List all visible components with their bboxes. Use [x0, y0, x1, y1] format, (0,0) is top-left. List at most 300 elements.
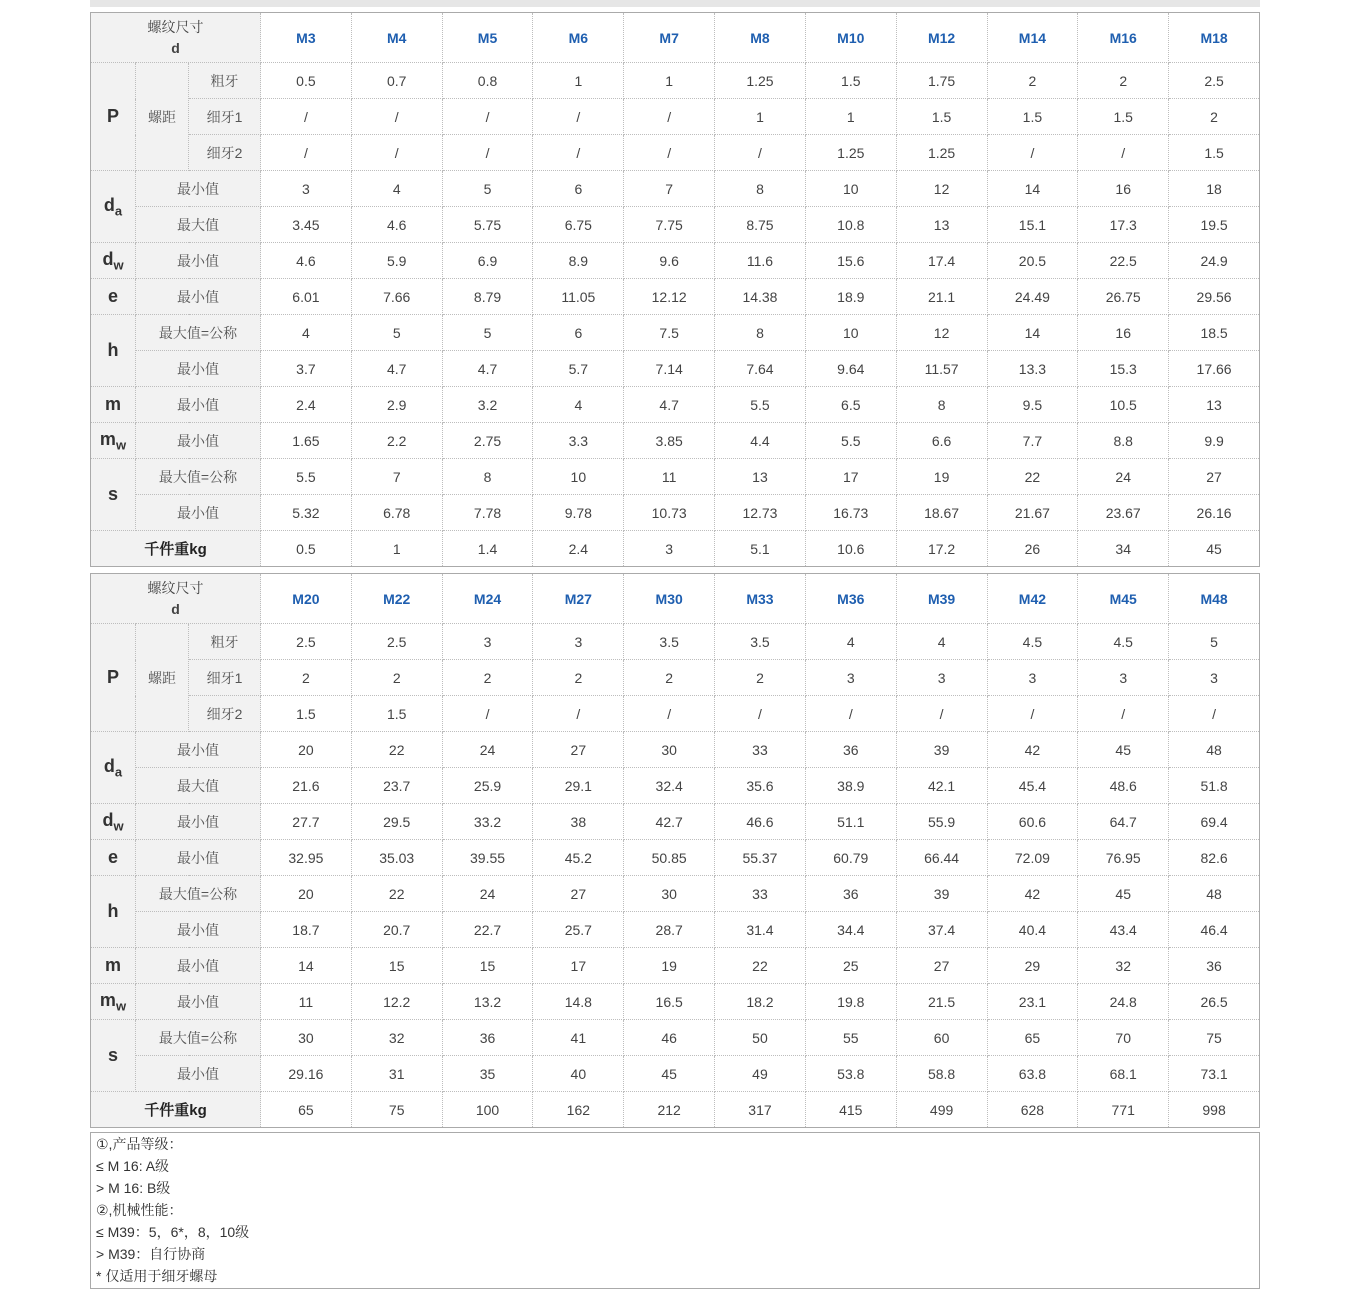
value-cell: 12.12: [624, 279, 715, 315]
value-cell: 1: [715, 99, 806, 135]
min-label: 最小值: [136, 243, 261, 279]
value-cell: 4.7: [624, 387, 715, 423]
value-cell: 2.5: [261, 624, 352, 660]
value-cell: 32: [351, 1020, 442, 1056]
thread-size-label: 螺纹尺寸: [147, 579, 204, 596]
value-cell: 31.4: [715, 912, 806, 948]
value-cell: 39: [896, 876, 987, 912]
value-cell: 39: [896, 732, 987, 768]
value-cell: 33.2: [442, 804, 533, 840]
max-nominal-label: 最大值=公称: [136, 876, 261, 912]
top-bar: [90, 0, 1260, 7]
symbol-text: s: [107, 484, 118, 504]
value-cell: 46: [624, 1020, 715, 1056]
table-row: [91, 1092, 1260, 1128]
value-cell: 55.9: [896, 804, 987, 840]
value-cell: 63.8: [987, 1056, 1078, 1092]
value-cell: 9.6: [624, 243, 715, 279]
value-cell: 12.2: [351, 984, 442, 1020]
value-cell: 36: [805, 876, 896, 912]
size-header: M4: [351, 13, 442, 63]
value-cell: 4: [533, 387, 624, 423]
value-cell: 42: [987, 876, 1078, 912]
mw-symbol: [91, 984, 136, 1020]
size-header: M5: [442, 13, 533, 63]
value-cell: 3: [1078, 660, 1169, 696]
value-cell: 36: [1169, 948, 1260, 984]
value-cell: 8.79: [442, 279, 533, 315]
value-cell: 8.75: [715, 207, 806, 243]
value-cell: 24: [1078, 459, 1169, 495]
value-cell: 415: [805, 1092, 896, 1128]
value-cell: 7.64: [715, 351, 806, 387]
value-cell: 23.67: [1078, 495, 1169, 531]
value-cell: 9.78: [533, 495, 624, 531]
size-header: M7: [624, 13, 715, 63]
size-header: M24: [442, 574, 533, 624]
value-cell: 7.7: [987, 423, 1078, 459]
value-cell: /: [896, 696, 987, 732]
value-cell: 2.4: [533, 531, 624, 567]
coarse-label: 粗牙: [189, 63, 261, 99]
value-cell: 4: [896, 624, 987, 660]
value-cell: 2: [987, 63, 1078, 99]
value-cell: 10.8: [805, 207, 896, 243]
size-header: M8: [715, 13, 806, 63]
symbol-subscript: w: [115, 998, 127, 1014]
value-cell: 22: [351, 876, 442, 912]
value-cell: 14.8: [533, 984, 624, 1020]
value-cell: 13: [1169, 387, 1260, 423]
min-label: 最小值: [136, 984, 261, 1020]
value-cell: 11.6: [715, 243, 806, 279]
value-cell: 2: [1169, 99, 1260, 135]
value-cell: 11: [624, 459, 715, 495]
value-cell: 13.3: [987, 351, 1078, 387]
symbol-text: d: [102, 809, 114, 830]
value-cell: 17.2: [896, 531, 987, 567]
value-cell: 16.73: [805, 495, 896, 531]
value-cell: 40.4: [987, 912, 1078, 948]
value-cell: 19.5: [1169, 207, 1260, 243]
value-cell: 5.32: [261, 495, 352, 531]
value-cell: 29.56: [1169, 279, 1260, 315]
value-cell: 3.3: [533, 423, 624, 459]
size-header: M33: [715, 574, 806, 624]
value-cell: 64.7: [1078, 804, 1169, 840]
symbol-text: m: [104, 955, 121, 975]
value-cell: 21.5: [896, 984, 987, 1020]
value-cell: 1.25: [805, 135, 896, 171]
value-cell: 60: [896, 1020, 987, 1056]
value-cell: 73.1: [1169, 1056, 1260, 1092]
value-cell: 8.9: [533, 243, 624, 279]
value-cell: 7.78: [442, 495, 533, 531]
value-cell: 32.95: [261, 840, 352, 876]
value-cell: /: [261, 99, 352, 135]
value-cell: 13: [896, 207, 987, 243]
value-cell: 20: [261, 876, 352, 912]
value-cell: 15.3: [1078, 351, 1169, 387]
value-cell: 55: [805, 1020, 896, 1056]
value-cell: 65: [261, 1092, 352, 1128]
thread-size-symbol: d: [171, 39, 180, 56]
symbol-text: e: [107, 286, 118, 306]
value-cell: 1.5: [805, 63, 896, 99]
value-cell: 3.5: [624, 624, 715, 660]
table-row: [91, 732, 1260, 768]
value-cell: 5.5: [715, 387, 806, 423]
header-row: [91, 13, 1260, 63]
value-cell: 499: [896, 1092, 987, 1128]
value-cell: 35: [442, 1056, 533, 1092]
value-cell: 82.6: [1169, 840, 1260, 876]
value-cell: 15.6: [805, 243, 896, 279]
symbol-text: d: [103, 194, 115, 215]
symbol-text: d: [103, 755, 115, 776]
value-cell: 23.7: [351, 768, 442, 804]
value-cell: 6.78: [351, 495, 442, 531]
value-cell: 2.5: [1169, 63, 1260, 99]
value-cell: /: [715, 135, 806, 171]
p-symbol: [91, 63, 136, 171]
value-cell: 41: [533, 1020, 624, 1056]
min-label: 最小值: [136, 804, 261, 840]
value-cell: 46.6: [715, 804, 806, 840]
value-cell: 2: [624, 660, 715, 696]
value-cell: 3.45: [261, 207, 352, 243]
value-cell: 7: [624, 171, 715, 207]
value-cell: 37.4: [896, 912, 987, 948]
value-cell: 29.16: [261, 1056, 352, 1092]
value-cell: 3.85: [624, 423, 715, 459]
symbol-text: P: [106, 106, 119, 126]
symbol-text: d: [102, 248, 114, 269]
value-cell: 212: [624, 1092, 715, 1128]
min-label: 最小值: [136, 387, 261, 423]
value-cell: 34: [1078, 531, 1169, 567]
size-header: M45: [1078, 574, 1169, 624]
value-cell: 18.9: [805, 279, 896, 315]
value-cell: 45: [624, 1056, 715, 1092]
value-cell: 21.1: [896, 279, 987, 315]
size-header: M22: [351, 574, 442, 624]
value-cell: 3: [442, 624, 533, 660]
value-cell: 58.8: [896, 1056, 987, 1092]
table-row: [91, 459, 1260, 495]
table-row: [91, 531, 1260, 567]
value-cell: 17.66: [1169, 351, 1260, 387]
fine2-label: 细牙2: [189, 696, 261, 732]
value-cell: 32: [1078, 948, 1169, 984]
value-cell: 10: [805, 315, 896, 351]
dw-symbol: [91, 243, 136, 279]
size-header: M3: [261, 13, 352, 63]
value-cell: 28.7: [624, 912, 715, 948]
value-cell: /: [442, 135, 533, 171]
value-cell: 3: [624, 531, 715, 567]
symbol-subscript: w: [115, 437, 127, 453]
max-label: 最大值: [136, 207, 261, 243]
value-cell: /: [533, 696, 624, 732]
value-cell: 45: [1169, 531, 1260, 567]
value-cell: 4: [805, 624, 896, 660]
max-nominal-label: 最大值=公称: [136, 459, 261, 495]
value-cell: 6.75: [533, 207, 624, 243]
value-cell: /: [1169, 696, 1260, 732]
value-cell: /: [442, 696, 533, 732]
value-cell: 19.8: [805, 984, 896, 1020]
value-cell: 5: [351, 315, 442, 351]
coarse-label: 粗牙: [189, 624, 261, 660]
value-cell: 4.5: [987, 624, 1078, 660]
note-line: ≤ M39：5，6*，8，10级: [96, 1224, 250, 1240]
value-cell: 4.7: [442, 351, 533, 387]
value-cell: 45: [1078, 732, 1169, 768]
min-label: 最小值: [136, 351, 261, 387]
value-cell: 40: [533, 1056, 624, 1092]
table-row: [91, 63, 1260, 99]
m-symbol: [91, 948, 136, 984]
value-cell: 24.49: [987, 279, 1078, 315]
value-cell: 4.7: [351, 351, 442, 387]
value-cell: /: [351, 99, 442, 135]
value-cell: 17.3: [1078, 207, 1169, 243]
size-header: M10: [805, 13, 896, 63]
value-cell: 16: [1078, 171, 1169, 207]
value-cell: 25.9: [442, 768, 533, 804]
symbol-text: m: [99, 989, 116, 1010]
value-cell: 0.8: [442, 63, 533, 99]
value-cell: 18: [1169, 171, 1260, 207]
value-cell: 4.5: [1078, 624, 1169, 660]
value-cell: 48: [1169, 876, 1260, 912]
value-cell: /: [624, 135, 715, 171]
value-cell: 65: [987, 1020, 1078, 1056]
value-cell: 51.8: [1169, 768, 1260, 804]
table-row: [91, 804, 1260, 840]
table-row: [91, 243, 1260, 279]
value-cell: 18.2: [715, 984, 806, 1020]
p-symbol: [91, 624, 136, 732]
max-label: 最大值: [136, 768, 261, 804]
table-row: [91, 351, 1260, 387]
value-cell: 70: [1078, 1020, 1169, 1056]
value-cell: 9.5: [987, 387, 1078, 423]
size-header: M48: [1169, 574, 1260, 624]
max-nominal-label: 最大值=公称: [136, 1020, 261, 1056]
value-cell: 6.5: [805, 387, 896, 423]
value-cell: 19: [624, 948, 715, 984]
mw-symbol: [91, 423, 136, 459]
value-cell: 3: [987, 660, 1078, 696]
s-symbol: [91, 1020, 136, 1092]
value-cell: 2.2: [351, 423, 442, 459]
table-row: [91, 1056, 1260, 1092]
table-row: [91, 1020, 1260, 1056]
value-cell: 7.75: [624, 207, 715, 243]
value-cell: 1.75: [896, 63, 987, 99]
value-cell: 15: [442, 948, 533, 984]
note-line: ②,机械性能：: [96, 1202, 183, 1218]
value-cell: 2.4: [261, 387, 352, 423]
symbol-text: P: [106, 667, 119, 687]
pitch-label: 螺距: [136, 624, 189, 732]
e-symbol: [91, 840, 136, 876]
value-cell: 38.9: [805, 768, 896, 804]
value-cell: 7.66: [351, 279, 442, 315]
value-cell: 2: [1078, 63, 1169, 99]
header-row: [91, 574, 1260, 624]
value-cell: 30: [261, 1020, 352, 1056]
note-line: * 仅适用于细牙螺母: [96, 1268, 218, 1284]
value-cell: 45.2: [533, 840, 624, 876]
value-cell: 29.1: [533, 768, 624, 804]
size-header: M36: [805, 574, 896, 624]
value-cell: 22.7: [442, 912, 533, 948]
value-cell: 14.38: [715, 279, 806, 315]
value-cell: 3: [261, 171, 352, 207]
value-cell: 7.5: [624, 315, 715, 351]
size-header: M27: [533, 574, 624, 624]
table-row: [91, 135, 1260, 171]
value-cell: 2: [261, 660, 352, 696]
value-cell: 53.8: [805, 1056, 896, 1092]
value-cell: 1.25: [715, 63, 806, 99]
value-cell: 11.57: [896, 351, 987, 387]
note-line: ≤ M 16: A级: [96, 1158, 170, 1174]
value-cell: /: [624, 696, 715, 732]
value-cell: 29: [987, 948, 1078, 984]
value-cell: 24: [442, 732, 533, 768]
value-cell: 0.5: [261, 63, 352, 99]
table-row: [91, 768, 1260, 804]
symbol-text: m: [104, 394, 121, 414]
value-cell: 162: [533, 1092, 624, 1128]
symbol-text: e: [107, 847, 118, 867]
value-cell: 51.1: [805, 804, 896, 840]
value-cell: 5.75: [442, 207, 533, 243]
value-cell: 50.85: [624, 840, 715, 876]
value-cell: 6.01: [261, 279, 352, 315]
value-cell: 22: [351, 732, 442, 768]
value-cell: 3: [896, 660, 987, 696]
value-cell: 5: [442, 315, 533, 351]
value-cell: 1.4: [442, 531, 533, 567]
value-cell: 26: [987, 531, 1078, 567]
dw-symbol: [91, 804, 136, 840]
table-row: [91, 876, 1260, 912]
value-cell: 45.4: [987, 768, 1078, 804]
value-cell: 0.5: [261, 531, 352, 567]
value-cell: 20: [261, 732, 352, 768]
min-label: 最小值: [136, 912, 261, 948]
value-cell: 2.9: [351, 387, 442, 423]
value-cell: 30: [624, 876, 715, 912]
value-cell: 32.4: [624, 768, 715, 804]
size-header: M16: [1078, 13, 1169, 63]
value-cell: 317: [715, 1092, 806, 1128]
value-cell: 26.5: [1169, 984, 1260, 1020]
value-cell: /: [351, 135, 442, 171]
value-cell: 4: [351, 171, 442, 207]
value-cell: 33: [715, 876, 806, 912]
value-cell: 5.9: [351, 243, 442, 279]
value-cell: 5: [442, 171, 533, 207]
table-row: [91, 315, 1260, 351]
max-nominal-label: 最大值=公称: [136, 315, 261, 351]
symbol-subscript: w: [113, 257, 124, 273]
min-label: 最小值: [136, 279, 261, 315]
value-cell: 100: [442, 1092, 533, 1128]
size-header: M42: [987, 574, 1078, 624]
value-cell: 38: [533, 804, 624, 840]
weight-label: 千件重kg: [91, 531, 261, 567]
size-header: M30: [624, 574, 715, 624]
size-header: M6: [533, 13, 624, 63]
symbol-subscript: a: [114, 203, 123, 219]
symbol-subscript: w: [113, 818, 124, 834]
value-cell: 2.5: [351, 624, 442, 660]
value-cell: 1.5: [896, 99, 987, 135]
da-symbol: [91, 171, 136, 243]
table-row: [91, 840, 1260, 876]
value-cell: 23.1: [987, 984, 1078, 1020]
value-cell: 42.1: [896, 768, 987, 804]
value-cell: 18.5: [1169, 315, 1260, 351]
table-row: [91, 948, 1260, 984]
da-symbol: [91, 732, 136, 804]
table-row: [91, 624, 1260, 660]
value-cell: 13.2: [442, 984, 533, 1020]
thread-size-symbol: d: [171, 600, 180, 617]
value-cell: 75: [1169, 1020, 1260, 1056]
value-cell: 6.9: [442, 243, 533, 279]
value-cell: 75: [351, 1092, 442, 1128]
value-cell: 22: [987, 459, 1078, 495]
note-line: > M39：自行协商: [96, 1246, 206, 1262]
value-cell: 12.73: [715, 495, 806, 531]
size-header: M14: [987, 13, 1078, 63]
spec-table-2: [90, 573, 1260, 1128]
value-cell: 0.7: [351, 63, 442, 99]
value-cell: 3: [805, 660, 896, 696]
value-cell: 17.4: [896, 243, 987, 279]
value-cell: /: [533, 99, 624, 135]
value-cell: 3.7: [261, 351, 352, 387]
table-row: [91, 660, 1260, 696]
table-row: [91, 171, 1260, 207]
value-cell: 8: [442, 459, 533, 495]
value-cell: 26.75: [1078, 279, 1169, 315]
min-label: 最小值: [136, 732, 261, 768]
value-cell: /: [987, 135, 1078, 171]
value-cell: 66.44: [896, 840, 987, 876]
table-row: [91, 207, 1260, 243]
value-cell: 1.25: [896, 135, 987, 171]
value-cell: /: [987, 696, 1078, 732]
value-cell: 3: [533, 624, 624, 660]
value-cell: 18.7: [261, 912, 352, 948]
value-cell: 24.9: [1169, 243, 1260, 279]
value-cell: 36: [805, 732, 896, 768]
symbol-text: s: [107, 1045, 118, 1065]
value-cell: 25.7: [533, 912, 624, 948]
value-cell: 4.6: [351, 207, 442, 243]
value-cell: 1.5: [1078, 99, 1169, 135]
thread-size-header: [91, 574, 261, 624]
value-cell: 10.73: [624, 495, 715, 531]
